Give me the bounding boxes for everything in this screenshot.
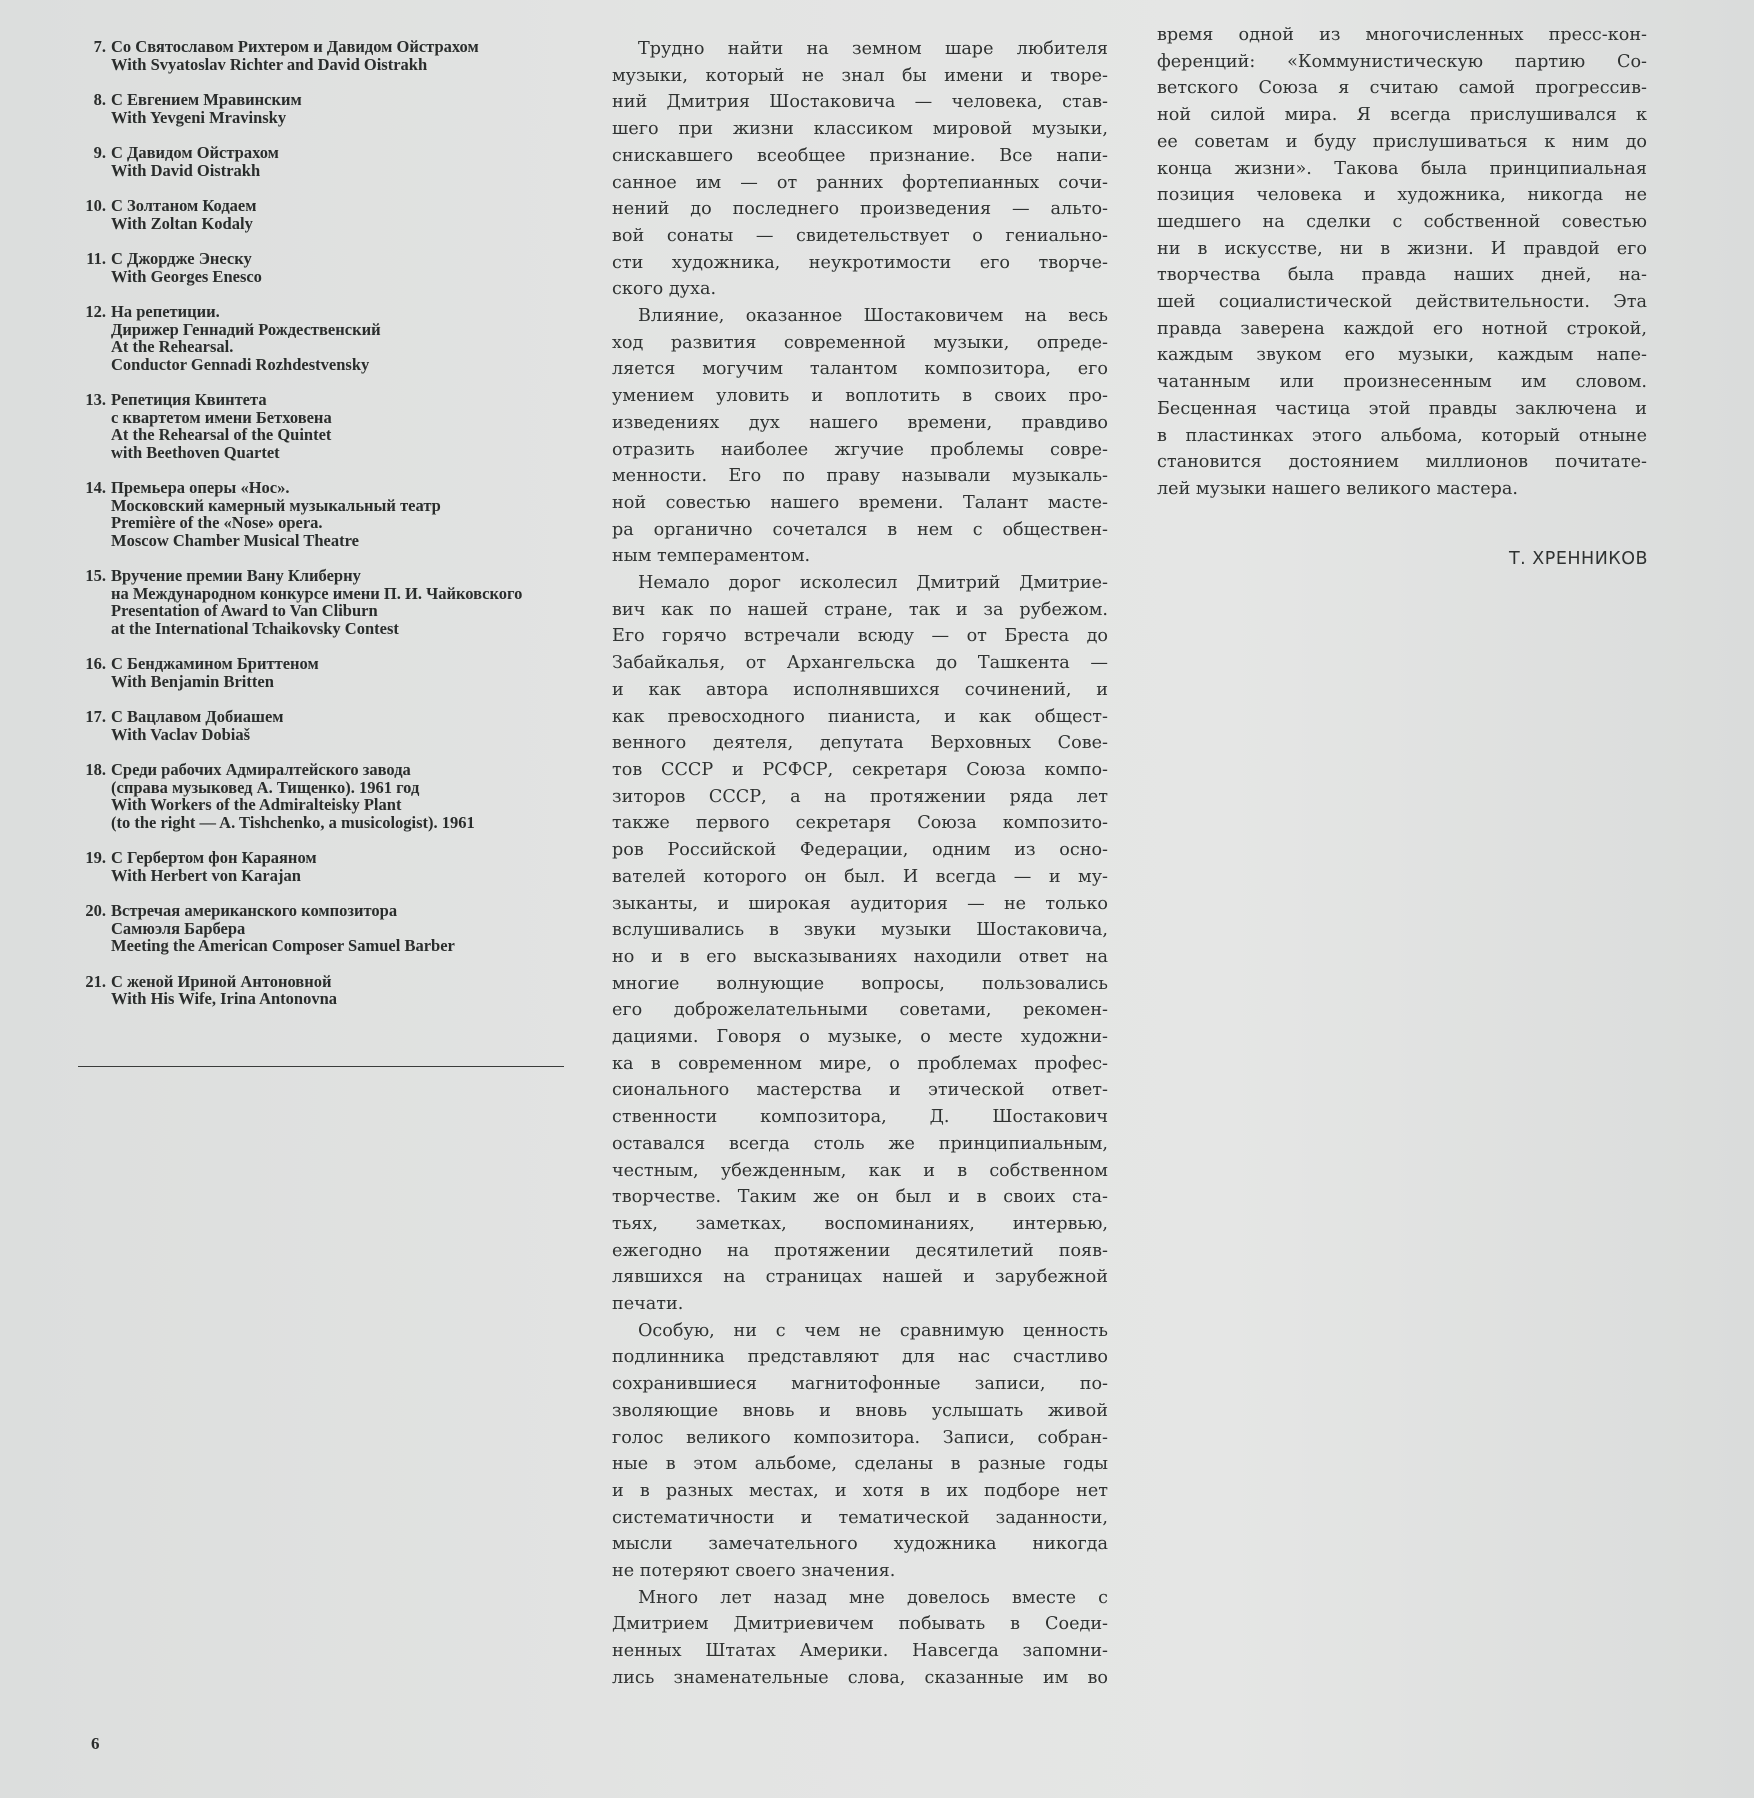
caption-item — [70, 849, 570, 884]
caption-line: Première of the «Nose» opera. — [111, 513, 323, 532]
caption-line: С Бенджамином Бриттеном — [111, 654, 319, 673]
article-line: ского духа. — [612, 279, 717, 300]
caption-line: with Beethoven Quartet — [111, 442, 280, 462]
caption-line: Самюэля Барбера — [111, 918, 246, 938]
caption-line: С Давидом Ойстрахом — [111, 143, 279, 162]
caption-number: 7. — [93, 37, 106, 56]
article-line: и в разных местах, и хотя в их подборе нет — [612, 1480, 1108, 1501]
caption-line: Московский камерный музыкальный театр — [111, 495, 441, 515]
caption-line: At the Rehearsal of the Quintet — [111, 425, 332, 444]
caption-item — [70, 250, 570, 285]
article-line: Трудно найти на земном шаре любителя — [638, 39, 1108, 59]
article-line: многие волнующие вопросы, пользовались — [612, 973, 1108, 994]
caption-number: 8. — [93, 90, 106, 109]
caption-line: На репетиции. — [111, 302, 220, 321]
author-signature: Т. ХРЕННИКОВ — [1508, 549, 1648, 569]
article-line: умением уловить и воплотить в своих про- — [612, 386, 1108, 407]
article-line: честным, убежденным, как и в собственном — [612, 1160, 1108, 1181]
caption-line: Встречая американского композитора — [111, 901, 398, 920]
article-line: мысли замечательного художника никогда — [612, 1534, 1108, 1555]
article-line: печати. — [612, 1294, 684, 1315]
caption-number: 13. — [85, 390, 106, 409]
article-line: время одной из многочисленных пресс-кон- — [1157, 25, 1647, 45]
article-line: чатанным или произнесенным им словом. — [1157, 372, 1647, 393]
article-line: Особую, ни с чем не сравнимую ценность — [638, 1320, 1108, 1341]
article-line: музыки, который не знал бы имени и твоpe- — [612, 65, 1108, 86]
article-line: ференций: «Коммунистическую партию Со- — [1157, 51, 1647, 72]
caption-number: 15. — [85, 566, 106, 585]
caption-item — [70, 91, 570, 126]
article-line: подлинника представляют для нас счастливо — [612, 1347, 1108, 1368]
article-line: ход развития современной музыки, опреде- — [612, 332, 1108, 353]
article-line: ка в современном мире, о проблемах профес- — [612, 1053, 1108, 1074]
caption-item — [70, 708, 570, 743]
caption-line: С Гербертом фон Караяном — [111, 848, 317, 867]
article-line: Немало дорог исколесил Дмитрий Дмитрие- — [638, 573, 1108, 594]
article-line: Много лет назад мне довелось вместе с — [638, 1587, 1108, 1608]
article-line: ной силой мира. Я всегда прислушивался к — [1157, 105, 1647, 126]
article-line: зиторов СССР, а на протяжении ряда лет — [612, 786, 1108, 807]
caption-item — [70, 761, 570, 831]
caption-line: С Золтаном Кодаем — [111, 196, 257, 215]
article-line: вателей которого он был. И всегда — и му- — [612, 866, 1108, 887]
caption-line: Conductor Gennadi Rozhdestvensky — [111, 354, 370, 374]
article-line: ной совестью нашего времени. Талант масте- — [612, 492, 1108, 513]
article-line: шего при жизни классиком мировой музыки, — [612, 119, 1108, 140]
article-line: каждым звуком его музыки, каждым напе- — [1157, 345, 1647, 366]
caption-line: With Yevgeni Mravinsky — [111, 107, 287, 127]
article-line: нений до последнего произведения — альто- — [612, 199, 1108, 220]
caption-line: Дирижер Геннадий Рождественский — [111, 319, 381, 339]
article-line: вой сонаты — свидетельствует о гениально- — [612, 225, 1108, 246]
caption-line: (справа музыковед А. Тищенко). 1961 год — [111, 777, 420, 797]
caption-item — [70, 303, 570, 373]
article-line: менности. Его по праву называли музыкаль- — [612, 466, 1108, 487]
article-line: Забайкалья, от Архангельска до Ташкента — — [612, 653, 1108, 674]
article-line: ний Дмитрия Шостаковича — человека, став- — [612, 92, 1108, 113]
caption-number: 14. — [85, 478, 106, 497]
article-line: становится достоянием миллионов почитате- — [1157, 452, 1647, 473]
article-line: тьях, заметках, воспоминаниях, интервью, — [612, 1213, 1108, 1234]
caption-item — [70, 567, 570, 637]
article-line: ные в этом альбоме, сделаны в разные годы — [612, 1454, 1108, 1475]
caption-item — [70, 479, 570, 549]
caption-item — [70, 38, 570, 73]
caption-line: With Benjamin Britten — [111, 671, 274, 691]
article-line: сти художника, неукротимости его творче- — [612, 252, 1108, 273]
article-line: Дмитрием Дмитриевичем побывать в Соеди- — [612, 1614, 1108, 1635]
caption-line: With Herbert von Karajan — [111, 865, 301, 885]
article-line: зволяющие вновь и вновь услышать живой — [612, 1400, 1108, 1421]
article-line: систематичности и тематической заданности, — [612, 1507, 1108, 1528]
caption-line: С Джордже Энеску — [111, 249, 252, 268]
caption-line: Со Святославом Рихтером и Давидом Ойстрахом — [111, 37, 479, 56]
caption-line: With David Oistrakh — [111, 160, 261, 180]
caption-line: Presentation of Award to Van Cliburn — [111, 601, 378, 620]
article-line: также первого секретаря Союза композито- — [612, 813, 1108, 834]
article-line: ляется могучим талантом композитора, его — [612, 359, 1108, 380]
caption-line: Репетиция Квинтета — [111, 390, 267, 409]
caption-number: 9. — [93, 143, 106, 162]
caption-number: 20. — [85, 901, 106, 920]
article-line: ным темпераментом. — [612, 546, 811, 567]
article-line: ненных Штатах Америки. Навсегда запомни- — [612, 1641, 1108, 1662]
article-line: зыканты, и широкая аудитория — не только — [612, 893, 1108, 914]
caption-number: 17. — [85, 707, 106, 726]
caption-number: 21. — [85, 971, 106, 991]
caption-line: With His Wife, Irina Antonovna — [111, 989, 338, 1008]
caption-line: At the Rehearsal. — [111, 337, 234, 356]
article-line: ров Российской Федерации, одним из осно- — [612, 840, 1108, 861]
article-line: как превосходного пианиста, и как общест- — [612, 706, 1108, 727]
article-line: шей социалистической действительности. Эта — [1157, 292, 1647, 313]
article-column-2 — [1157, 22, 1647, 503]
caption-line: С женой Ириной Антоновной — [111, 971, 332, 991]
article-line: лявшихся на страницах нашей и зарубежной — [612, 1267, 1108, 1288]
article-line: изведениях дух нашего времени, правдиво — [612, 412, 1108, 433]
caption-line: (to the right — A. Tishchenko, a musicologist). 1961 — [111, 812, 475, 832]
article-line: конца жизни». Такова была принципиальная — [1157, 158, 1647, 179]
caption-line: на Международном конкурсе имени П. И. Чайковского — [111, 583, 523, 603]
caption-item — [70, 144, 570, 179]
caption-line: Премьера оперы «Нос». — [111, 478, 290, 497]
caption-line: With Georges Enesco — [111, 266, 262, 286]
article-line: в пластинках этого альбома, который отныне — [1157, 425, 1647, 446]
article-line: Влияние, оказанное Шостаковичем на весь — [638, 306, 1108, 327]
caption-line: Вручение премии Вану Клиберну — [111, 566, 361, 585]
caption-number: 18. — [85, 760, 106, 779]
article-line: шедшего на сделки с собственной совестью — [1157, 211, 1647, 232]
article-line: Бесценная частица этой правды заключена и — [1157, 398, 1647, 419]
article-line: не потеряют своего значения. — [612, 1561, 896, 1582]
caption-line: at the International Tchaikovsky Contest — [111, 618, 399, 638]
article-line: венного деятеля, депутата Верховных Сове- — [612, 733, 1108, 754]
article-line: Его горячо встречали всюду — от Бреста до — [612, 626, 1108, 647]
article-line: отразить наиболее жгучие проблемы совре- — [612, 439, 1108, 460]
article-line: ветского Союза я считаю самой прогрессив- — [1157, 78, 1647, 99]
caption-number: 16. — [85, 654, 106, 673]
article-line: ежегодно на протяжении десятилетий появ- — [612, 1240, 1108, 1261]
article-line: творчестве. Таким же он был и в своих ста- — [612, 1187, 1108, 1208]
article-line: сионального мастерства и этической ответ- — [612, 1080, 1108, 1101]
caption-line: Среди рабочих Адмиралтейского завода — [111, 760, 411, 779]
caption-item — [70, 902, 570, 955]
caption-number: 11. — [86, 249, 106, 268]
article-line: ственности композитора, Д. Шостакович — [612, 1107, 1108, 1128]
article-line: ра органично сочетался в нем с обществен- — [612, 519, 1108, 540]
caption-line: With Vaclav Dobiaš — [111, 724, 251, 744]
article-line: и как автора исполнявшихся сочинений, и — [612, 679, 1108, 700]
caption-line: С Евгением Мравинским — [111, 90, 302, 109]
photo-captions-list — [70, 38, 570, 1026]
caption-line: With Workers of the Admiralteisky Plant — [111, 795, 402, 814]
caption-line: С Вацлавом Добиашем — [111, 707, 284, 726]
caption-item — [70, 391, 570, 461]
caption-line: Meeting the American Composer Samuel Barber — [111, 936, 455, 955]
article-line: снискавшего всеобщее признание. Все напи- — [612, 145, 1108, 166]
article-line: лей музыки нашего великого мастера. — [1157, 478, 1518, 499]
article-line: его доброжелательными советами, рекомен- — [612, 1000, 1108, 1021]
caption-line: With Svyatoslav Richter and David Oistrakh — [111, 54, 428, 74]
article-line: дациями. Говоря о музыке, о месте художни- — [612, 1027, 1108, 1048]
caption-item — [70, 197, 570, 232]
caption-item — [70, 973, 570, 1008]
caption-item — [70, 655, 570, 690]
article-line: ни в искусстве, ни в жизни. И правдой его — [1157, 238, 1647, 259]
caption-line: с квартетом имени Бетховена — [111, 407, 332, 427]
article-line: но и в его высказываниях находили ответ на — [612, 946, 1108, 967]
article-line: санное им — от ранних фортепианных сочи- — [612, 172, 1108, 193]
article-line: правда заверена каждой его нотной строкой, — [1157, 318, 1647, 339]
article-line: ее советам и буду прислушиваться к ним до — [1157, 131, 1647, 152]
caption-number: 19. — [85, 848, 106, 867]
caption-number: 12. — [85, 302, 106, 321]
article-line: оставался всегда столь же принципиальным, — [612, 1133, 1108, 1154]
article-line: вич как по нашей стране, так и за рубежом. — [612, 599, 1108, 620]
caption-line: With Zoltan Kodaly — [111, 213, 253, 233]
page-number: 6 — [91, 1734, 100, 1753]
caption-number: 10. — [85, 196, 106, 215]
caption-line: Moscow Chamber Musical Theatre — [111, 530, 359, 550]
article-line: позиция человека и художника, никогда не — [1157, 185, 1647, 206]
article-line: вслушивались в звуки музыки Шостаковича, — [612, 920, 1108, 941]
article-line: голос великого композитора. Записи, собран- — [612, 1427, 1108, 1448]
article-line: сохранившиеся магнитофонные записи, по- — [612, 1374, 1108, 1395]
article-line: творчества была правда наших дней, на- — [1157, 265, 1647, 286]
article-line: тов СССР и РСФСР, секретаря Союза компо- — [612, 759, 1108, 780]
caption-divider-rule — [78, 1066, 564, 1067]
article-column-1 — [612, 36, 1108, 1692]
article-line: лись знаменательные слова, сказанные им во — [612, 1667, 1108, 1688]
